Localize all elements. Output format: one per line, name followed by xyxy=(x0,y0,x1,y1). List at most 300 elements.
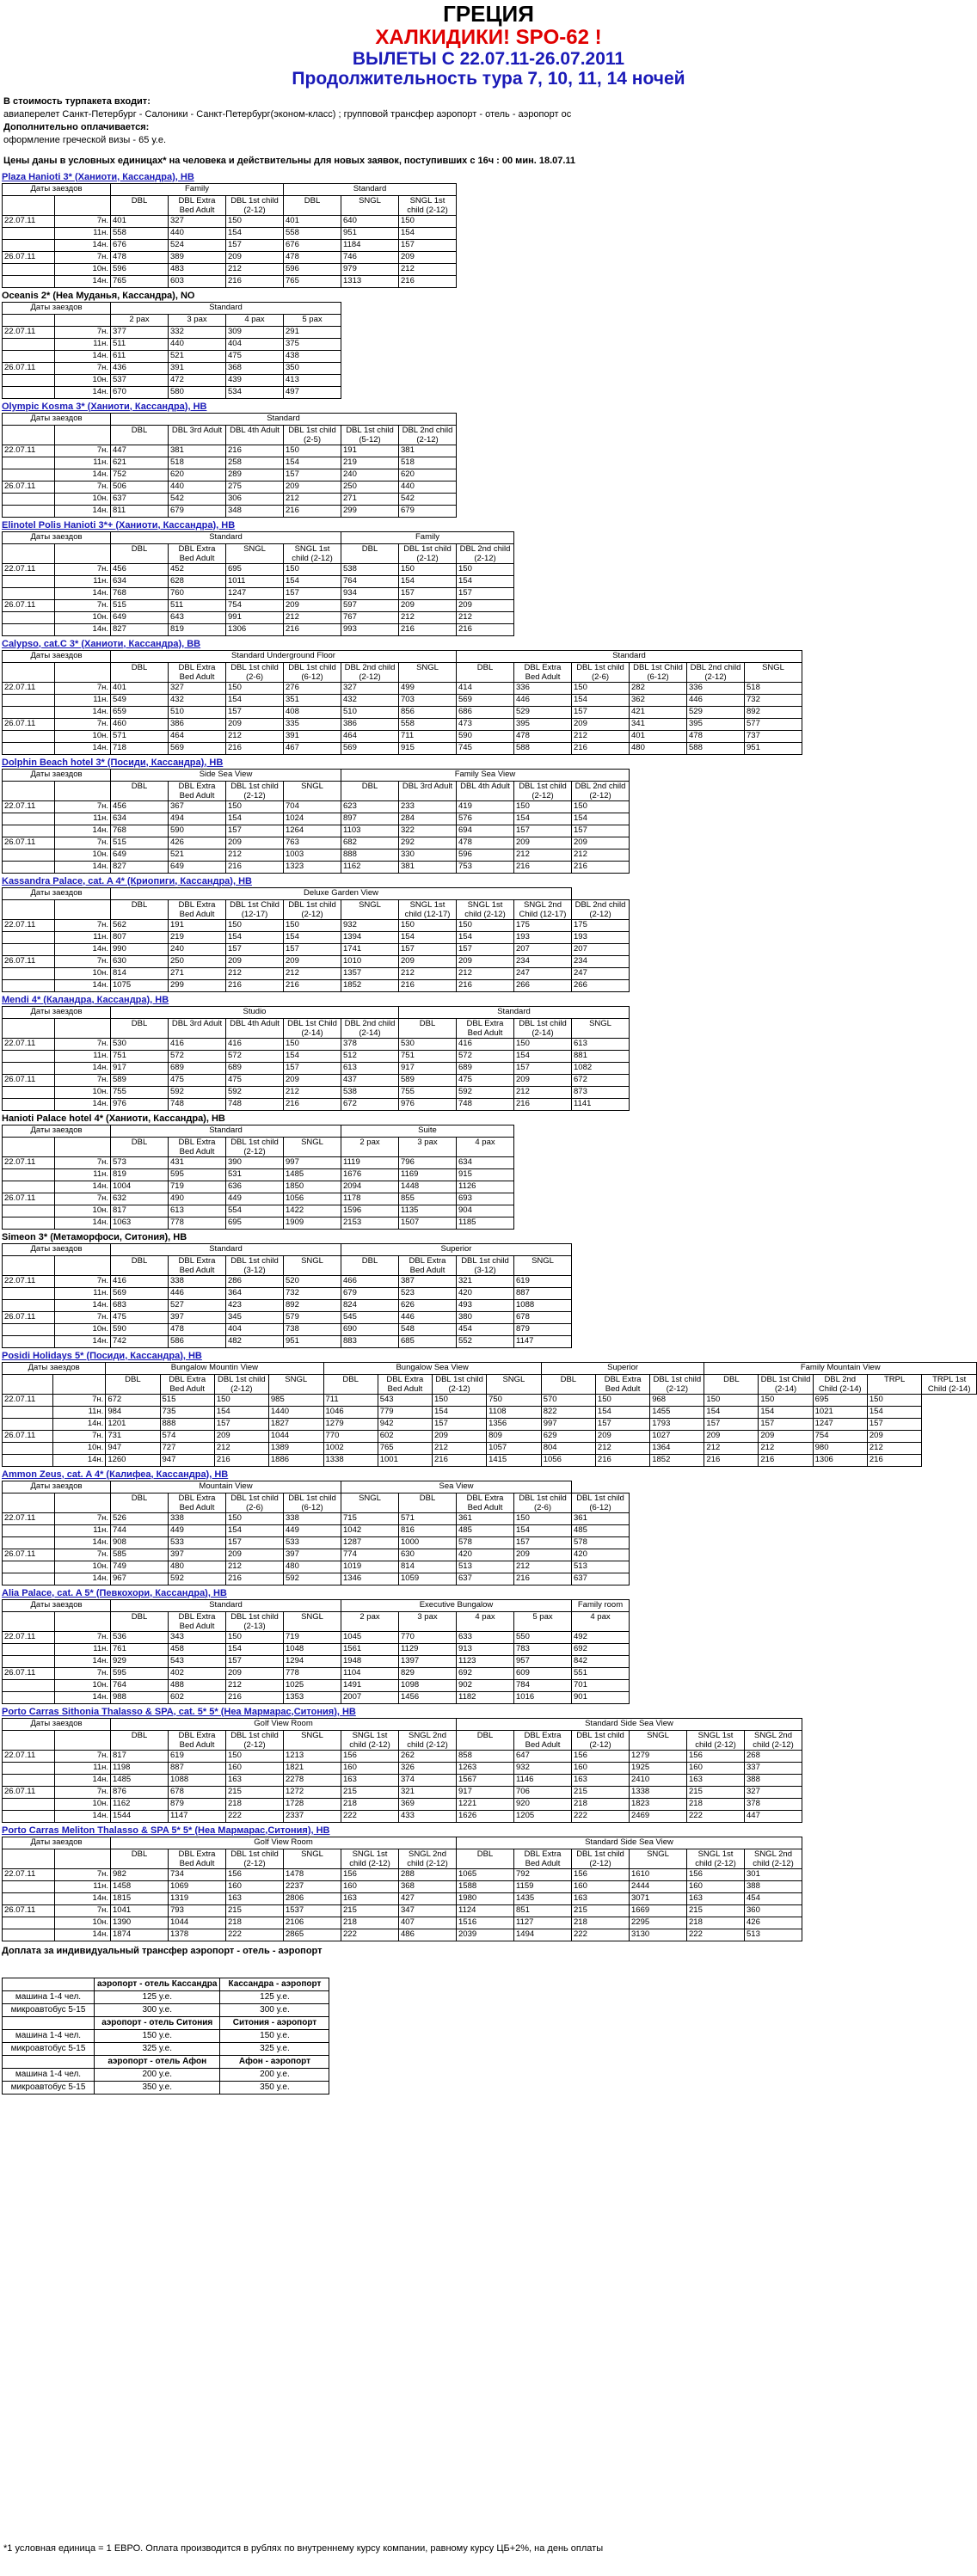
group-header-row xyxy=(3,413,457,425)
departure-date: 22.07.11 xyxy=(3,919,55,931)
price-cell: 822 xyxy=(541,1406,595,1418)
price-cell: 1741 xyxy=(341,943,399,955)
price-cell: 603 xyxy=(169,275,226,287)
price-cell: 163 xyxy=(341,1774,399,1786)
empty-cell xyxy=(3,781,55,800)
price-cell: 1044 xyxy=(169,1917,226,1929)
price-cell: 990 xyxy=(111,943,169,955)
column-header: DBL xyxy=(111,1255,169,1275)
price-cell: 386 xyxy=(341,718,399,730)
price-cell: 209 xyxy=(514,1074,572,1086)
price-cell: 1162 xyxy=(111,1798,169,1810)
column-header: DBL 1st child (2-12) xyxy=(226,195,284,215)
price-cell: 163 xyxy=(572,1892,630,1904)
price-cell: 212 xyxy=(226,730,284,742)
transfer-route: Афон - аэропорт xyxy=(220,2055,329,2068)
price-cell: 364 xyxy=(226,1287,284,1299)
departure-date xyxy=(3,742,55,754)
table-row xyxy=(3,1287,572,1299)
price-cell: 572 xyxy=(169,1050,226,1062)
nights: 14н. xyxy=(55,1062,111,1074)
column-header: 2 pax xyxy=(341,1137,399,1156)
price-cell: 401 xyxy=(284,215,341,227)
price-cell: 1059 xyxy=(399,1573,457,1585)
price-cell: 1004 xyxy=(111,1181,169,1193)
column-header: DBL Extra Bed Adult xyxy=(169,781,226,800)
table-row xyxy=(3,800,630,813)
table-row xyxy=(3,1774,802,1786)
table-row xyxy=(3,1275,572,1287)
price-cell: 454 xyxy=(745,1892,802,1904)
price-cell: 991 xyxy=(226,611,284,623)
price-cell: 518 xyxy=(745,682,802,694)
departure-date xyxy=(3,469,55,481)
price-cell: 754 xyxy=(813,1430,867,1442)
price-cell: 692 xyxy=(572,1643,630,1655)
nights: 7н. xyxy=(55,251,111,263)
nights: 7н. xyxy=(55,955,111,967)
column-header: DBL 1st child (2-13) xyxy=(226,1611,284,1631)
price-cell: 1440 xyxy=(268,1406,323,1418)
price-cell: 754 xyxy=(226,599,284,611)
price-cell: 770 xyxy=(323,1430,378,1442)
price-cell: 573 xyxy=(111,1156,169,1168)
price-cell: 513 xyxy=(572,1561,630,1573)
price-cell: 659 xyxy=(111,706,169,718)
table-row xyxy=(3,445,457,457)
hotel-title[interactable]: Olympic Kosma 3* (Ханиоти, Кассандра), HB xyxy=(2,401,207,412)
column-header: DBL 4th Adult xyxy=(457,781,514,800)
empty-cell xyxy=(55,425,111,445)
column-header: DBL Extra Bed Adult xyxy=(514,1730,572,1750)
column-header: SNGL xyxy=(630,1730,687,1750)
room-group-header: Suite xyxy=(341,1125,514,1137)
price-cell: 276 xyxy=(284,682,341,694)
nights: 7н. xyxy=(55,1667,111,1679)
column-header: SNGL 1st child (2-12) xyxy=(399,195,457,215)
empty-cell xyxy=(3,1493,55,1512)
price-cell: 338 xyxy=(169,1512,226,1524)
price-cell: 2469 xyxy=(630,1810,687,1822)
departure-date xyxy=(3,1098,55,1110)
price-cell: 1827 xyxy=(268,1418,323,1430)
price-cell: 1478 xyxy=(284,1868,341,1880)
price-cell: 150 xyxy=(457,919,514,931)
price-cell: 262 xyxy=(399,1750,457,1762)
table-row xyxy=(3,1536,630,1549)
price-cell: 571 xyxy=(111,730,169,742)
price-cell: 778 xyxy=(169,1217,226,1229)
nights: 11н. xyxy=(55,338,111,350)
price-cell: 395 xyxy=(514,718,572,730)
price-cell: 750 xyxy=(487,1394,542,1406)
hotel-title[interactable]: Porto Carras Sithonia Thalasso & SPA, cat. 5* 5* (Неа Мармарас,Ситония), HB xyxy=(2,1706,356,1717)
price-cell: 1063 xyxy=(111,1217,169,1229)
column-header: SNGL xyxy=(341,1493,399,1512)
price-cell: 796 xyxy=(399,1156,457,1168)
empty-cell xyxy=(55,1018,111,1038)
price-cell: 510 xyxy=(169,706,226,718)
price-cell: 212 xyxy=(399,967,457,979)
hotel-title[interactable]: Posidi Holidays 5* (Посиди, Кассандра), HB xyxy=(2,1350,202,1361)
empty-cell xyxy=(3,2055,95,2068)
price-cell: 157 xyxy=(284,587,341,599)
hotel-title[interactable]: Calypso, cat.C 3* (Ханиоти, Кассандра), BB xyxy=(2,638,201,649)
price-cell: 215 xyxy=(572,1786,630,1798)
price-cell: 1823 xyxy=(630,1798,687,1810)
hotel-title[interactable]: Ammon Zeus, cat. A 4* (Калифеа, Кассандра), HB xyxy=(2,1469,229,1480)
price-cell: 250 xyxy=(169,955,226,967)
room-group-header: Standard xyxy=(399,1006,630,1018)
price-cell: 819 xyxy=(111,1168,169,1181)
price-cell: 1948 xyxy=(341,1655,399,1667)
price-cell: 216 xyxy=(284,1098,341,1110)
price-cell: 1485 xyxy=(111,1774,169,1786)
hotel-title[interactable]: Porto Carras Meliton Thalasso & SPA 5* 5* (Неа Мармарас,Ситония), HB xyxy=(2,1825,330,1836)
price-cell: 478 xyxy=(514,730,572,742)
price-cell: 917 xyxy=(457,1786,514,1798)
price-cell: 611 xyxy=(111,350,169,362)
price-cell: 157 xyxy=(226,706,284,718)
price-cell: 751 xyxy=(111,1050,169,1062)
column-header: SNGL xyxy=(341,899,399,919)
departure-date: 22.07.11 xyxy=(3,326,55,338)
price-cell: 770 xyxy=(399,1631,457,1643)
column-header: DBL 2nd child (2-12) xyxy=(457,543,514,563)
empty-cell xyxy=(55,1137,111,1156)
hotel-title[interactable]: Dolphin Beach hotel 3* (Посиди, Кассандра), HB xyxy=(2,757,224,768)
price-cell: 216 xyxy=(284,505,341,517)
price-cell: 212 xyxy=(704,1442,759,1454)
table-row xyxy=(3,813,630,825)
column-header-row xyxy=(3,1493,630,1512)
price-cell: 545 xyxy=(341,1311,399,1323)
price-cell: 215 xyxy=(687,1904,745,1917)
nights: 10н. xyxy=(55,849,111,861)
price-cell: 218 xyxy=(226,1798,284,1810)
price-cell: 240 xyxy=(341,469,399,481)
price-cell: 209 xyxy=(226,718,284,730)
transfer-price: 325 у.е. xyxy=(95,2042,220,2055)
column-header: SNGL 1st child (2-12) xyxy=(687,1849,745,1868)
price-cell: 160 xyxy=(572,1762,630,1774)
departure-date xyxy=(3,1323,55,1335)
price-cell: 282 xyxy=(630,682,687,694)
nights: 7н. xyxy=(55,1038,111,1050)
price-cell: 466 xyxy=(341,1275,399,1287)
price-cell: 755 xyxy=(111,1086,169,1098)
departure-date: 22.07.11 xyxy=(3,1512,55,1524)
price-cell: 1182 xyxy=(457,1691,514,1703)
column-header: DBL Extra Bed Adult xyxy=(169,195,226,215)
price-cell: 1494 xyxy=(514,1929,572,1941)
price-cell: 2007 xyxy=(341,1691,399,1703)
column-header: TRPL 1st Child (2-14) xyxy=(922,1374,977,1394)
table-row xyxy=(3,1050,630,1062)
price-cell: 216 xyxy=(759,1454,813,1466)
column-header: 2 pax xyxy=(111,314,169,326)
price-cell: 266 xyxy=(514,979,572,991)
empty-cell xyxy=(3,1978,95,1990)
price-cell: 234 xyxy=(514,955,572,967)
departure-date xyxy=(3,1655,55,1667)
price-cell: 209 xyxy=(214,1430,268,1442)
price-cell: 2295 xyxy=(630,1917,687,1929)
price-cell: 157 xyxy=(399,239,457,251)
price-cell: 745 xyxy=(457,742,514,754)
column-header: DBL 2nd Child (2-14) xyxy=(813,1374,867,1394)
price-cell: 157 xyxy=(226,1655,284,1667)
departure-date: 22.07.11 xyxy=(3,800,55,813)
departure-date: 26.07.11 xyxy=(3,251,55,263)
column-header: DBL 1st child (2-12) xyxy=(226,1730,284,1750)
price-cell: 577 xyxy=(745,718,802,730)
departure-date xyxy=(3,1774,55,1786)
hotel-title[interactable]: Alia Palace, cat. A 5* (Певкохори, Кассандра), HB xyxy=(2,1587,227,1598)
price-cell: 521 xyxy=(169,849,226,861)
price-table xyxy=(2,1718,802,1823)
price-cell: 460 xyxy=(111,718,169,730)
price-cell: 216 xyxy=(399,623,457,635)
table-row xyxy=(3,1156,514,1168)
column-header-row xyxy=(3,1374,977,1394)
price-cell: 401 xyxy=(630,730,687,742)
price-cell: 858 xyxy=(457,1750,514,1762)
price-cell: 2410 xyxy=(630,1774,687,1786)
price-cell: 719 xyxy=(284,1631,341,1643)
price-cell: 592 xyxy=(169,1573,226,1585)
price-cell: 784 xyxy=(514,1679,572,1691)
price-cell: 212 xyxy=(284,1086,341,1098)
price-cell: 602 xyxy=(169,1691,226,1703)
price-cell: 343 xyxy=(169,1631,226,1643)
price-cell: 951 xyxy=(284,1335,341,1347)
group-header-row xyxy=(3,1718,802,1730)
price-cell: 562 xyxy=(111,919,169,931)
room-group-header: Bungalow Sea View xyxy=(323,1362,541,1374)
table-row xyxy=(3,861,630,873)
hotel-title[interactable]: Mendi 4* (Каландра, Кассандра), HB xyxy=(2,994,169,1005)
price-cell: 993 xyxy=(341,623,399,635)
price-cell: 440 xyxy=(169,481,226,493)
price-cell: 209 xyxy=(226,1667,284,1679)
price-cell: 1852 xyxy=(650,1454,704,1466)
table-row xyxy=(3,919,630,931)
price-cell: 268 xyxy=(745,1750,802,1762)
column-header: SNGL xyxy=(630,1849,687,1868)
price-cell: 672 xyxy=(106,1394,160,1406)
price-cell: 388 xyxy=(745,1774,802,1786)
column-header: DBL 4th Adult xyxy=(226,1018,284,1038)
column-header-row xyxy=(3,662,802,682)
column-header: DBL Extra Bed Adult xyxy=(595,1374,649,1394)
price-cell: 913 xyxy=(457,1643,514,1655)
price-cell: 3130 xyxy=(630,1929,687,1941)
price-cell: 467 xyxy=(284,742,341,754)
price-cell: 330 xyxy=(399,849,457,861)
column-header: DBL xyxy=(111,899,169,919)
price-cell: 150 xyxy=(399,215,457,227)
price-cell: 361 xyxy=(457,1512,514,1524)
group-header-row xyxy=(3,1599,630,1611)
price-cell: 426 xyxy=(745,1917,802,1929)
price-cell: 480 xyxy=(169,1561,226,1573)
date-header: Даты заездов xyxy=(3,1243,111,1255)
price-cell: 154 xyxy=(226,1524,284,1536)
price-cell: 478 xyxy=(169,1323,226,1335)
price-cell: 401 xyxy=(111,215,169,227)
price-cell: 526 xyxy=(111,1512,169,1524)
price-cell: 764 xyxy=(111,1679,169,1691)
column-header: DBL 2nd child (2-14) xyxy=(341,1018,399,1038)
empty-cell xyxy=(55,1255,111,1275)
price-cell: 626 xyxy=(399,1299,457,1311)
column-header: 3 pax xyxy=(169,314,226,326)
nights: 10н. xyxy=(55,374,111,386)
departure-date xyxy=(3,350,55,362)
departure-date xyxy=(3,1299,55,1311)
price-cell: 569 xyxy=(111,1287,169,1299)
price-cell: 827 xyxy=(111,623,169,635)
hotel-title[interactable]: Elinotel Polis Hanioti 3*+ (Ханиоти, Кассандра), HB xyxy=(2,519,236,531)
price-cell: 163 xyxy=(226,1774,284,1786)
group-header-row xyxy=(3,1006,630,1018)
hotel-title: Hanioti Palace hotel 4* (Ханиоти, Кассандра), HB xyxy=(2,1113,225,1124)
price-cell: 751 xyxy=(399,1050,457,1062)
table-row xyxy=(3,1086,630,1098)
departure-date xyxy=(3,493,55,505)
price-cell: 1046 xyxy=(323,1406,378,1418)
price-cell: 222 xyxy=(341,1929,399,1941)
empty-cell xyxy=(3,1137,55,1156)
price-cell: 336 xyxy=(687,682,745,694)
departure-date: 26.07.11 xyxy=(3,718,55,730)
price-cell: 572 xyxy=(226,1050,284,1062)
column-header: DBL xyxy=(111,1018,169,1038)
nights: 11н. xyxy=(55,1643,111,1655)
price-cell: 397 xyxy=(284,1549,341,1561)
price-cell: 1010 xyxy=(341,955,399,967)
price-cell: 216 xyxy=(514,1098,572,1110)
table-row xyxy=(3,1512,630,1524)
price-cell: 2337 xyxy=(284,1810,341,1822)
empty-cell xyxy=(55,314,111,326)
price-cell: 727 xyxy=(160,1442,214,1454)
price-cell: 558 xyxy=(284,227,341,239)
column-header: DBL 1st child (6-12) xyxy=(284,662,341,682)
price-cell: 414 xyxy=(457,682,514,694)
column-header: DBL Extra Bed Adult xyxy=(378,1374,432,1394)
vehicle-type: микроавтобус 5-15 xyxy=(3,2042,95,2055)
price-cell: 976 xyxy=(399,1098,457,1110)
column-header: DBL 1st child (2-5) xyxy=(284,425,341,445)
price-cell: 752 xyxy=(111,469,169,481)
column-header: SNGL xyxy=(487,1374,542,1394)
hotel-title[interactable]: Kassandra Palace, cat. A 4* (Криопиги, Кассандра), HB xyxy=(2,875,252,886)
price-cell: 154 xyxy=(457,931,514,943)
price-cell: 209 xyxy=(595,1430,649,1442)
price-cell: 493 xyxy=(457,1299,514,1311)
price-cell: 763 xyxy=(284,837,341,849)
price-cell: 569 xyxy=(341,742,399,754)
price-cell: 2094 xyxy=(341,1181,399,1193)
departure-date xyxy=(3,1406,53,1418)
room-group-header: Standard xyxy=(457,650,802,662)
nights: 11н. xyxy=(55,457,111,469)
price-cell: 286 xyxy=(226,1275,284,1287)
price-cell: 215 xyxy=(341,1786,399,1798)
departure-date xyxy=(3,1798,55,1810)
price-cell: 266 xyxy=(572,979,630,991)
price-note: Цены даны в условных единицах* на человека и действительны для новых заявок, поступивших с 16ч : 00 мин. 18.07.11 xyxy=(3,155,576,166)
price-cell: 695 xyxy=(813,1394,867,1406)
transfer-row xyxy=(3,2029,329,2042)
price-cell: 1048 xyxy=(284,1643,341,1655)
empty-cell xyxy=(3,1611,55,1631)
price-cell: 216 xyxy=(457,979,514,991)
price-cell: 218 xyxy=(341,1917,399,1929)
nights: 7н. xyxy=(55,1750,111,1762)
nights: 14н. xyxy=(55,1536,111,1549)
price-cell: 154 xyxy=(284,457,341,469)
price-cell: 1610 xyxy=(630,1868,687,1880)
table-row xyxy=(3,263,457,275)
price-cell: 630 xyxy=(399,1549,457,1561)
price-cell: 2039 xyxy=(457,1929,514,1941)
departure-date xyxy=(3,1573,55,1585)
price-cell: 1263 xyxy=(457,1762,514,1774)
price-cell: 490 xyxy=(169,1193,226,1205)
departure-date xyxy=(3,1287,55,1299)
table-row xyxy=(3,1573,630,1585)
price-cell: 735 xyxy=(160,1406,214,1418)
date-header: Даты заездов xyxy=(3,302,111,314)
price-cell: 157 xyxy=(572,706,630,718)
price-cell: 209 xyxy=(457,955,514,967)
departure-date xyxy=(3,1050,55,1062)
price-cell: 649 xyxy=(111,611,169,623)
transfer-section xyxy=(0,1945,977,2095)
price-cell: 1016 xyxy=(514,1691,572,1703)
hotel-list xyxy=(0,171,977,1941)
group-header-row xyxy=(3,887,630,899)
price-cell: 327 xyxy=(169,215,226,227)
price-cell: 550 xyxy=(514,1631,572,1643)
price-cell: 475 xyxy=(457,1074,514,1086)
price-cell: 589 xyxy=(111,1074,169,1086)
price-cell: 154 xyxy=(284,575,341,587)
table-row xyxy=(3,469,457,481)
price-cell: 678 xyxy=(169,1786,226,1798)
price-cell: 1346 xyxy=(341,1573,399,1585)
price-cell: 1319 xyxy=(169,1892,226,1904)
table-row xyxy=(3,849,630,861)
departure-date xyxy=(3,694,55,706)
price-cell: 215 xyxy=(687,1786,745,1798)
table-row xyxy=(3,1323,572,1335)
column-header: DBL 3rd Adult xyxy=(169,425,226,445)
price-cell: 402 xyxy=(169,1667,226,1679)
table-row xyxy=(3,1868,802,1880)
date-header: Даты заездов xyxy=(3,1125,111,1137)
hotel-title[interactable]: Plaza Hanioti 3* (Ханиоти, Кассандра), HB xyxy=(2,171,194,182)
column-header: SNGL xyxy=(572,1018,630,1038)
price-cell: 703 xyxy=(399,694,457,706)
price-cell: 160 xyxy=(226,1880,284,1892)
price-cell: 209 xyxy=(284,1074,341,1086)
price-cell: 416 xyxy=(111,1275,169,1287)
column-header-row xyxy=(3,1255,572,1275)
